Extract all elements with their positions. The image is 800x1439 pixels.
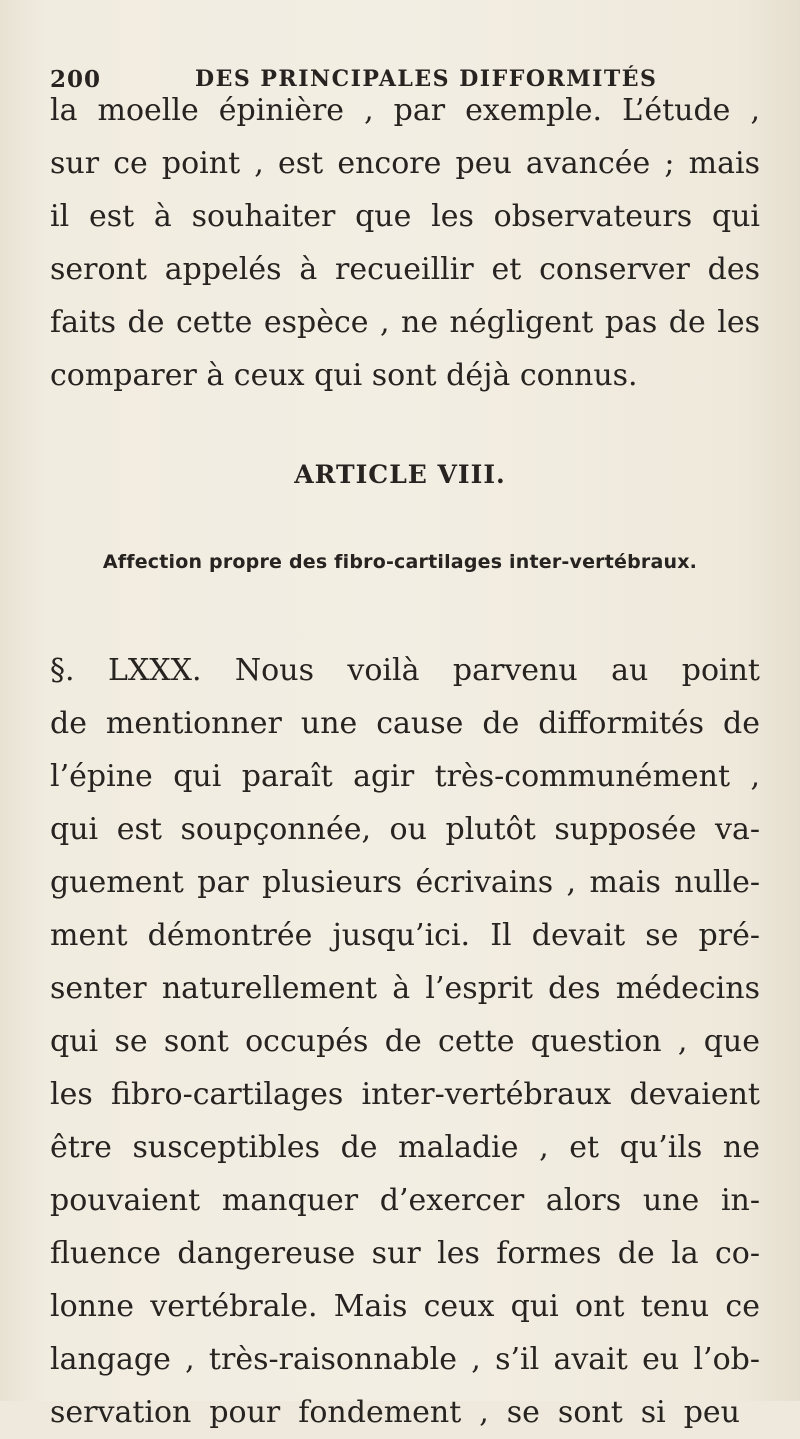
text-line: être susceptibles de maladie , et qu’ils ne: [50, 1130, 760, 1165]
text-line: ment démontrée jusqu’ici. Il devait se pré-: [50, 918, 760, 953]
text-line: lonne vertébrale. Mais ceux qui ont tenu ce: [50, 1289, 760, 1324]
text-line: §. LXXX. Nous voilà parvenu au point: [50, 653, 760, 688]
text-line: fluence dangereuse sur les formes de la co-: [50, 1236, 760, 1271]
article-subtitle: Affection propre des fibro-cartilages inter-vertébraux.: [102, 551, 698, 573]
text-line: comparer à ceux qui sont déjà connus.: [50, 358, 638, 393]
text-line: faits de cette espèce , ne négligent pas de les: [50, 305, 760, 340]
text-line: guement par plusieurs écrivains , mais nulle-: [50, 865, 760, 900]
article-heading: ARTICLE VIII.: [294, 460, 506, 489]
text-line: l’épine qui paraît agir très-communément ,: [50, 759, 760, 794]
text-line: il est à souhaiter que les observateurs qui: [50, 199, 760, 234]
page-number: 200: [50, 66, 102, 93]
text-line: sur ce point , est encore peu avancée ; mais: [50, 146, 760, 181]
text-line: langage , très-raisonnable , s’il avait eu l’ob-: [50, 1342, 760, 1377]
text-line: servation pour fondement , se sont si peu: [50, 1395, 740, 1430]
top-paragraph: [50, 84, 760, 402]
text-line: la moelle épinière , par exemple. L’étude ,: [50, 93, 760, 128]
running-title: DES PRINCIPALES DIFFORMITÉS: [195, 66, 658, 92]
text-line: qui est soupçonnée, ou plutôt supposée va-: [50, 812, 760, 847]
text-line: senter naturellement à l’esprit des médecins: [50, 971, 760, 1006]
main-paragraph: [50, 644, 760, 1439]
text-line: qui se sont occupés de cette question , que: [50, 1024, 760, 1059]
text-line: de mentionner une cause de difformités de: [50, 706, 760, 741]
text-line: pouvaient manquer d’exercer alors une in-: [50, 1183, 760, 1218]
text-line: seront appelés à recueillir et conserver des: [50, 252, 760, 287]
text-line: les fibro-cartilages inter-vertébraux devaient: [50, 1077, 760, 1112]
